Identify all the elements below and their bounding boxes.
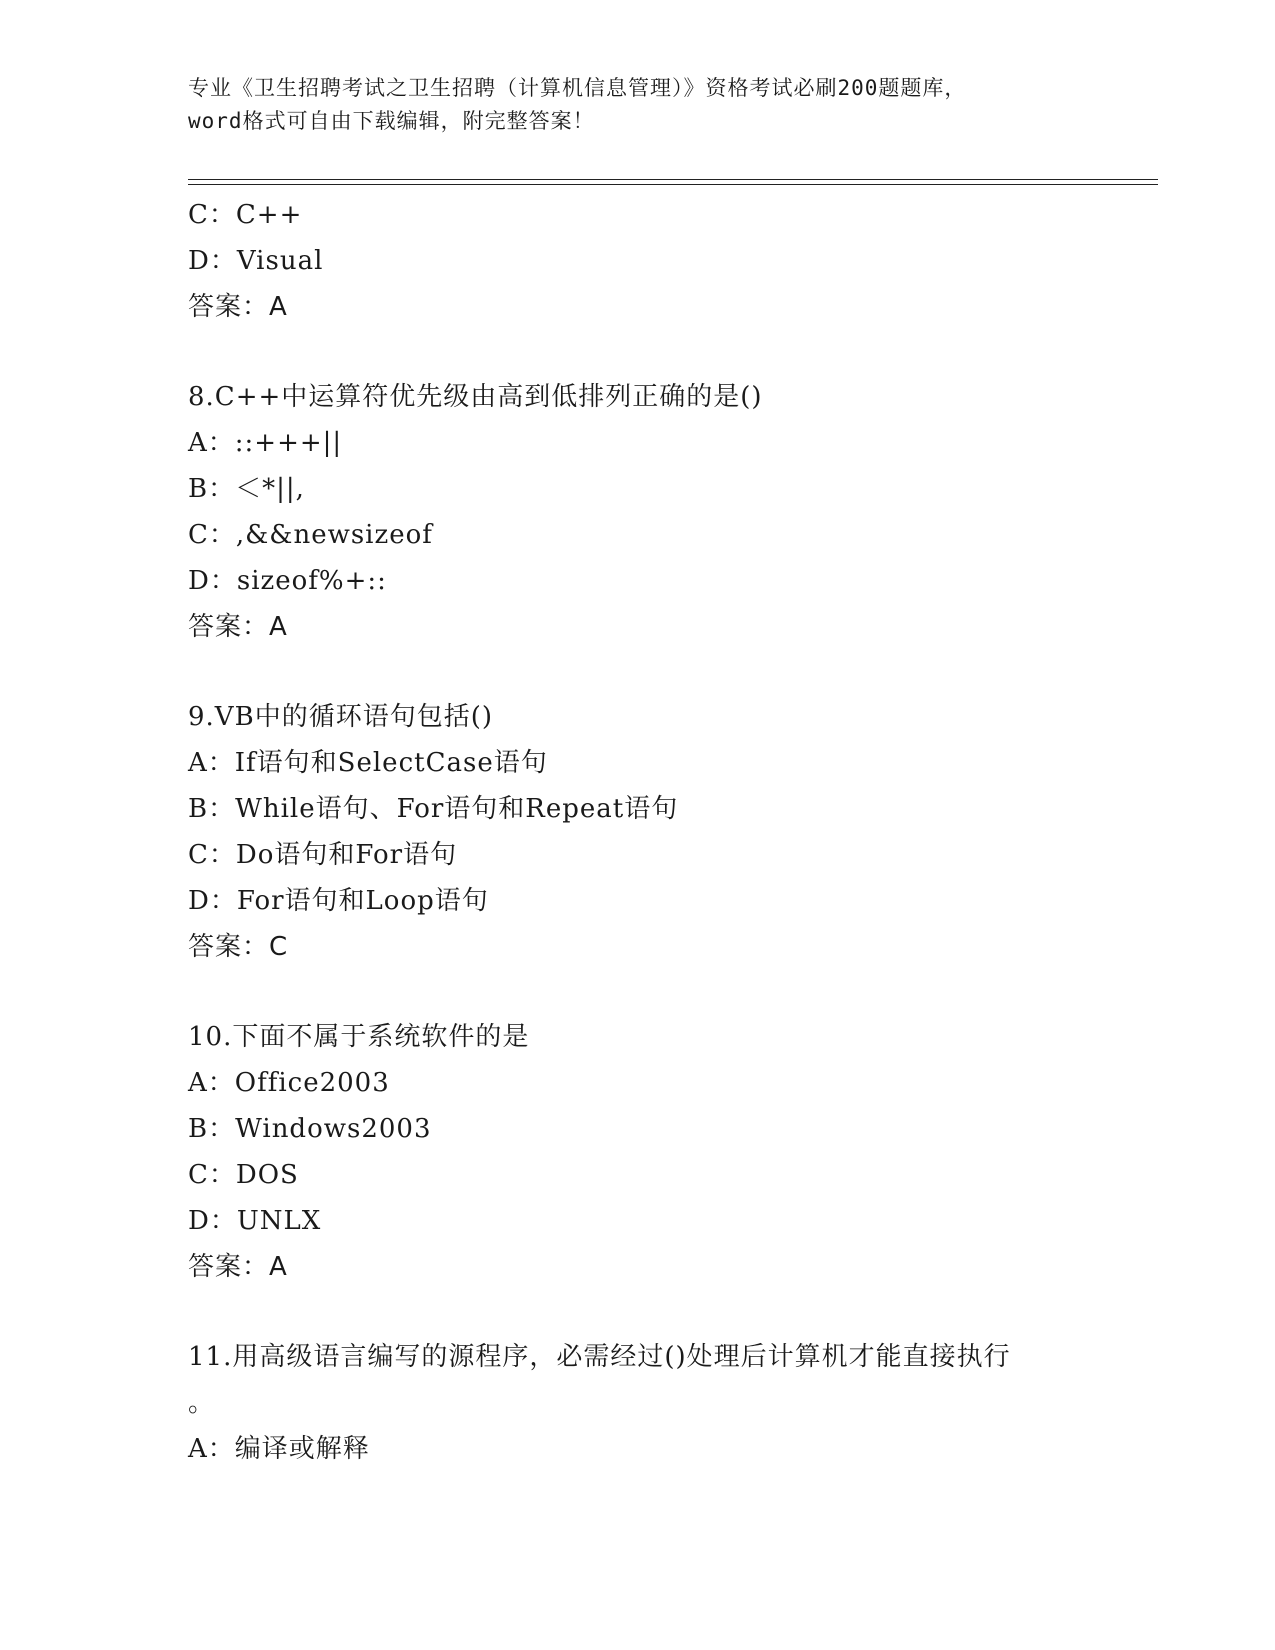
question-stem: 9.VB中的循环语句包括() [188, 702, 493, 732]
option-a: A：编译或解释 [188, 1434, 370, 1464]
document-header [188, 72, 1088, 138]
answer-label: 答案： [188, 932, 270, 962]
answer-label: 答案： [188, 1252, 270, 1282]
option-c: C：,&&newsizeof [188, 520, 433, 550]
answer-value: C [269, 932, 289, 962]
answer-label: 答案： [188, 292, 270, 322]
question-10 [188, 1014, 1088, 1290]
option-d: D：Visual [188, 246, 324, 276]
header-rule-bottom [188, 184, 1158, 185]
header-line-1: 专业《卫生招聘考试之卫生招聘（计算机信息管理）》资格考试必刷200题题库， [188, 76, 967, 100]
answer-line [188, 604, 1088, 650]
question-stem: 10.下面不属于系统软件的是 [188, 1022, 530, 1052]
header-rule-top [188, 179, 1158, 180]
option-b: B：Windows2003 [188, 1114, 432, 1144]
answer-value: A [269, 612, 288, 642]
question-stem: 11.用高级语言编写的源程序，必需经过()处理后计算机才能直接执行 [188, 1342, 1011, 1372]
option-c: C：DOS [188, 1160, 299, 1190]
option-b: B：While语句、For语句和Repeat语句 [188, 794, 679, 824]
option-a: A：::+++|| [188, 428, 343, 458]
question-9 [188, 694, 1088, 970]
option-d: D：For语句和Loop语句 [188, 886, 489, 916]
option-d: D：sizeof%+:: [188, 566, 387, 596]
question-8 [188, 374, 1088, 650]
option-b: B：＜*||, [188, 474, 305, 504]
option-c: C：C++ [188, 200, 303, 230]
answer-label: 答案： [188, 612, 270, 642]
question-7-continued [188, 192, 1088, 330]
question-stem: 8.C++中运算符优先级由高到低排列正确的是() [188, 382, 763, 412]
question-list [188, 192, 1088, 1472]
answer-value: A [269, 292, 288, 322]
option-c: C：Do语句和For语句 [188, 840, 458, 870]
question-stem-continued: 。 [188, 1388, 215, 1418]
answer-line [188, 284, 1088, 330]
answer-value: A [269, 1252, 288, 1282]
option-a: A：If语句和SelectCase语句 [188, 748, 548, 778]
answer-line [188, 924, 1088, 970]
answer-line [188, 1244, 1088, 1290]
question-11 [188, 1334, 1088, 1472]
option-a: A：Office2003 [188, 1068, 390, 1098]
header-line-2: word格式可自由下载编辑，附完整答案！ [188, 109, 595, 133]
option-d: D：UNLX [188, 1206, 322, 1236]
